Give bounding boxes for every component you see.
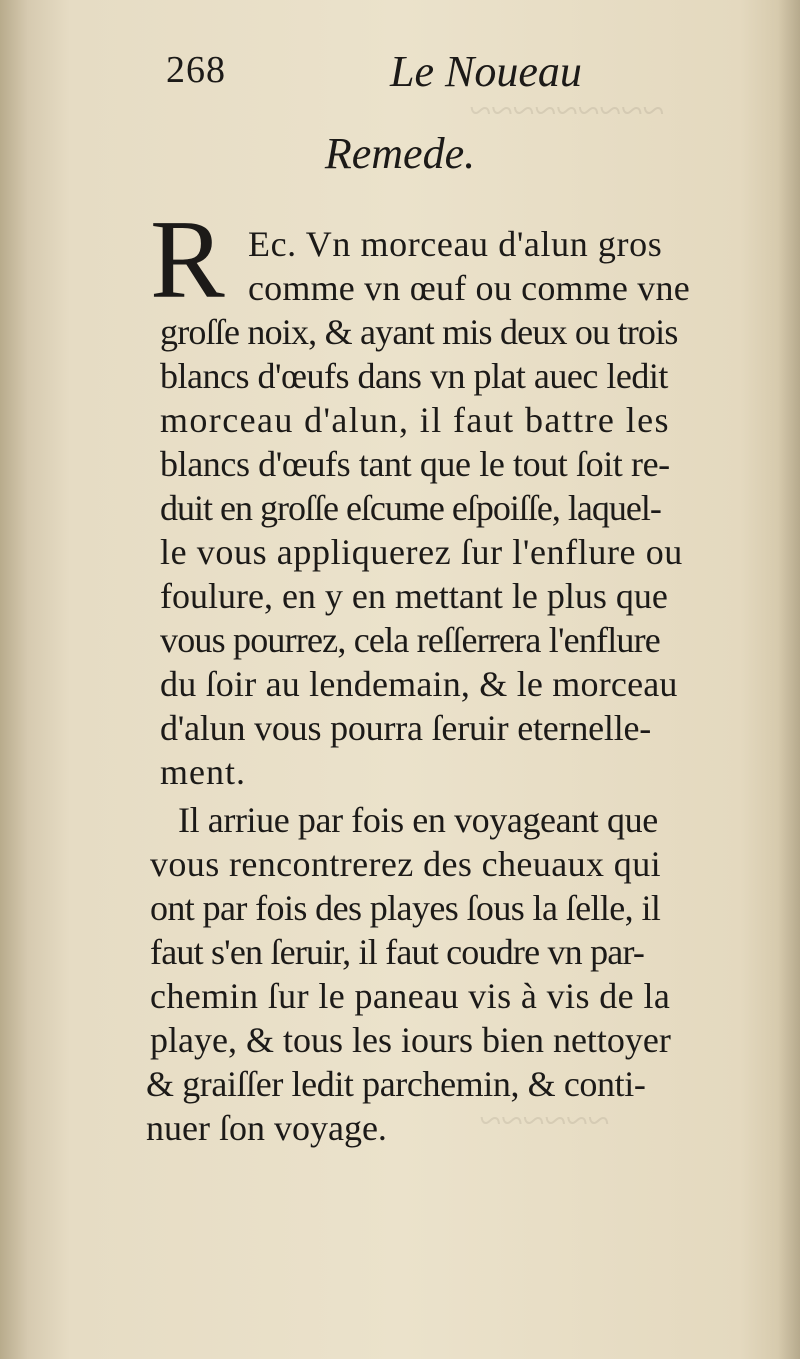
text-line: comme vn œuf ou comme vne: [248, 268, 690, 308]
text-line: vous pourrez, cela reſſerrera l'enflure: [160, 620, 660, 660]
text-line: Il arriue par fois en voyageant que: [178, 800, 658, 840]
section-heading: Remede.: [324, 129, 476, 178]
text-line: ont par fois des playes ſous la ſelle, il: [150, 888, 661, 928]
text-line: groſſe noix, & ayant mis deux ou trois: [160, 312, 678, 352]
text-line: ment.: [160, 752, 246, 792]
running-title: Le Noueau: [390, 47, 582, 96]
drop-cap: R: [150, 198, 225, 322]
text-line: nuer ſon voyage.: [146, 1108, 387, 1148]
text-line: playe, & tous les iours bien nettoyer: [150, 1020, 671, 1060]
page-header: [160, 38, 760, 98]
text-line: chemin ſur le paneau vis à vis de la: [150, 976, 671, 1016]
text-line: blancs d'œufs dans vn plat auec ledit: [160, 356, 668, 396]
text-line: Ec. Vn morceau d'alun gros: [248, 224, 663, 264]
text-line: duit en groſſe eſcume eſpoiſſe, laquel-: [160, 488, 661, 528]
show-through-text: ~~~~~~: [480, 1098, 610, 1143]
page-number: 268: [166, 49, 226, 91]
text-line: faut s'en ſeruir, il faut coudre vn par-: [150, 932, 645, 972]
page-edge-shadow: [778, 0, 800, 1359]
show-through-text: ~~~~~~~~~: [470, 88, 665, 133]
text-line: d'alun vous pourra ſeruir eternelle-: [160, 708, 652, 748]
text-line: morceau d'alun, il faut battre les: [160, 400, 670, 440]
text-line: & graiſſer ledit parchemin, & conti-: [146, 1064, 646, 1104]
text-line: foulure, en y en mettant le plus que: [160, 576, 668, 616]
text-line: du ſoir au lendemain, & le morceau: [160, 664, 678, 704]
text-line: vous rencontrerez des cheuaux qui: [150, 844, 661, 884]
text-line: le vous appliquerez ſur l'enflure ou: [160, 532, 683, 572]
text-line: blancs d'œufs tant que le tout ſoit re-: [160, 444, 670, 484]
